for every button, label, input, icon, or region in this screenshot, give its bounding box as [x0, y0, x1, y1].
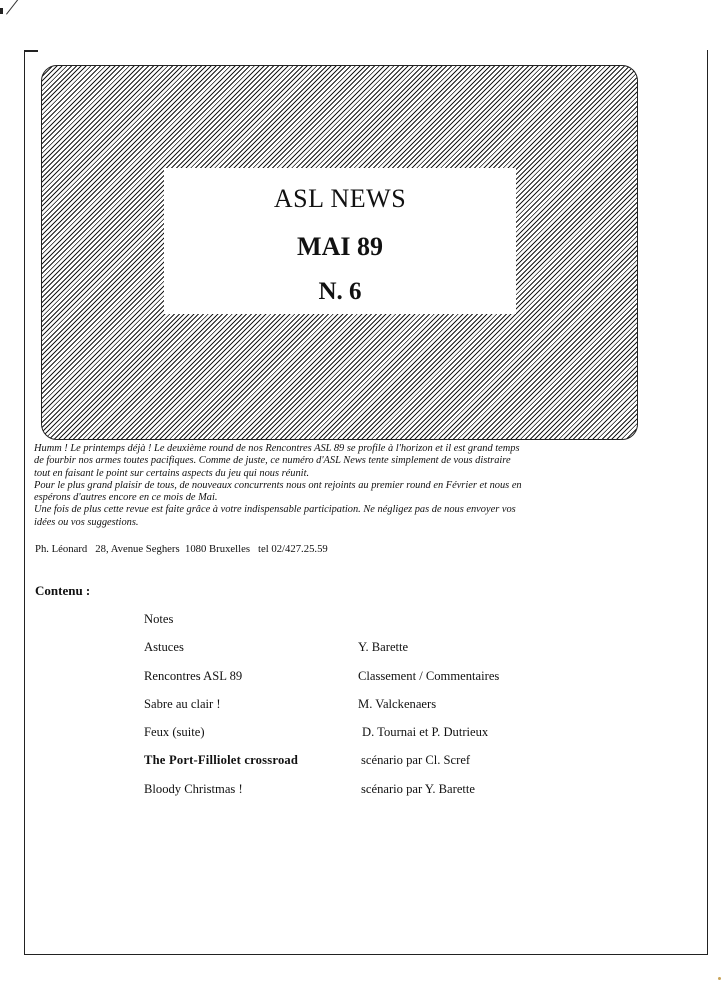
toc-item-author: Classement / Commentaires — [358, 669, 500, 683]
toc-item-title: The Port-Filliolet crossroad — [144, 753, 299, 767]
toc-item-author: M. Valckenaers — [358, 697, 437, 711]
toc-item-title: Rencontres ASL 89 — [144, 669, 243, 683]
intro-line: Une fois de plus cette revue est faite grâce à votre indispensable participation. Ne négligez pas de nous envoyer vos — [34, 504, 516, 516]
toc-item-title: Notes — [144, 612, 174, 626]
toc-item-title: Astuces — [144, 640, 184, 654]
toc-item-author: scénario par Cl. Scref — [361, 753, 471, 767]
toc-item-author: D. Tournai et P. Dutrieux — [362, 725, 489, 739]
contact-address: Ph. Léonard 28, Avenue Seghers 1080 Bruxelles tel 02/427.25.59 — [35, 543, 328, 555]
frame-corner-tick — [24, 50, 38, 52]
intro-line: Humm ! Le printemps déjà ! Le deuxième round de nos Rencontres ASL 89 se profile à l'horizon et il est grand temps — [34, 443, 520, 454]
cover-title-block — [164, 168, 516, 314]
toc-item-title: Sabre au clair ! — [144, 697, 221, 711]
editorial-intro — [34, 443, 648, 529]
toc-item-author: scénario par Y. Barette — [361, 782, 475, 796]
paper-spot — [718, 977, 721, 980]
toc-item-title: Bloody Christmas ! — [144, 782, 243, 796]
toc-item-author: Y. Barette — [358, 640, 409, 654]
intro-line: espérons d'autres encore en ce mois de Mai. — [34, 492, 218, 504]
scan-mark-dot — [0, 8, 3, 14]
issue-number: N. 6 — [318, 278, 362, 305]
contents-heading: Contenu : — [35, 583, 91, 598]
newsletter-title: ASL NEWS — [273, 184, 407, 213]
toc-item-title: Feux (suite) — [144, 725, 205, 739]
pencil-mark — [6, 0, 25, 15]
intro-line: Pour le plus grand plaisir de tous, de nouveaux concurrents nous ont rejoints au premier round en Février et nous en — [34, 479, 522, 491]
intro-line: tout en faisant le point sur certains aspects du jeu qui nous réunit. — [34, 467, 310, 479]
issue-date: MAI 89 — [297, 232, 383, 261]
intro-line: idées ou vos suggestions. — [34, 516, 139, 528]
intro-line: de fourbir nos armes toutes pacifiques. Comme de juste, ce numéro d'ASL News tente simplement de vous distraire — [34, 455, 511, 467]
